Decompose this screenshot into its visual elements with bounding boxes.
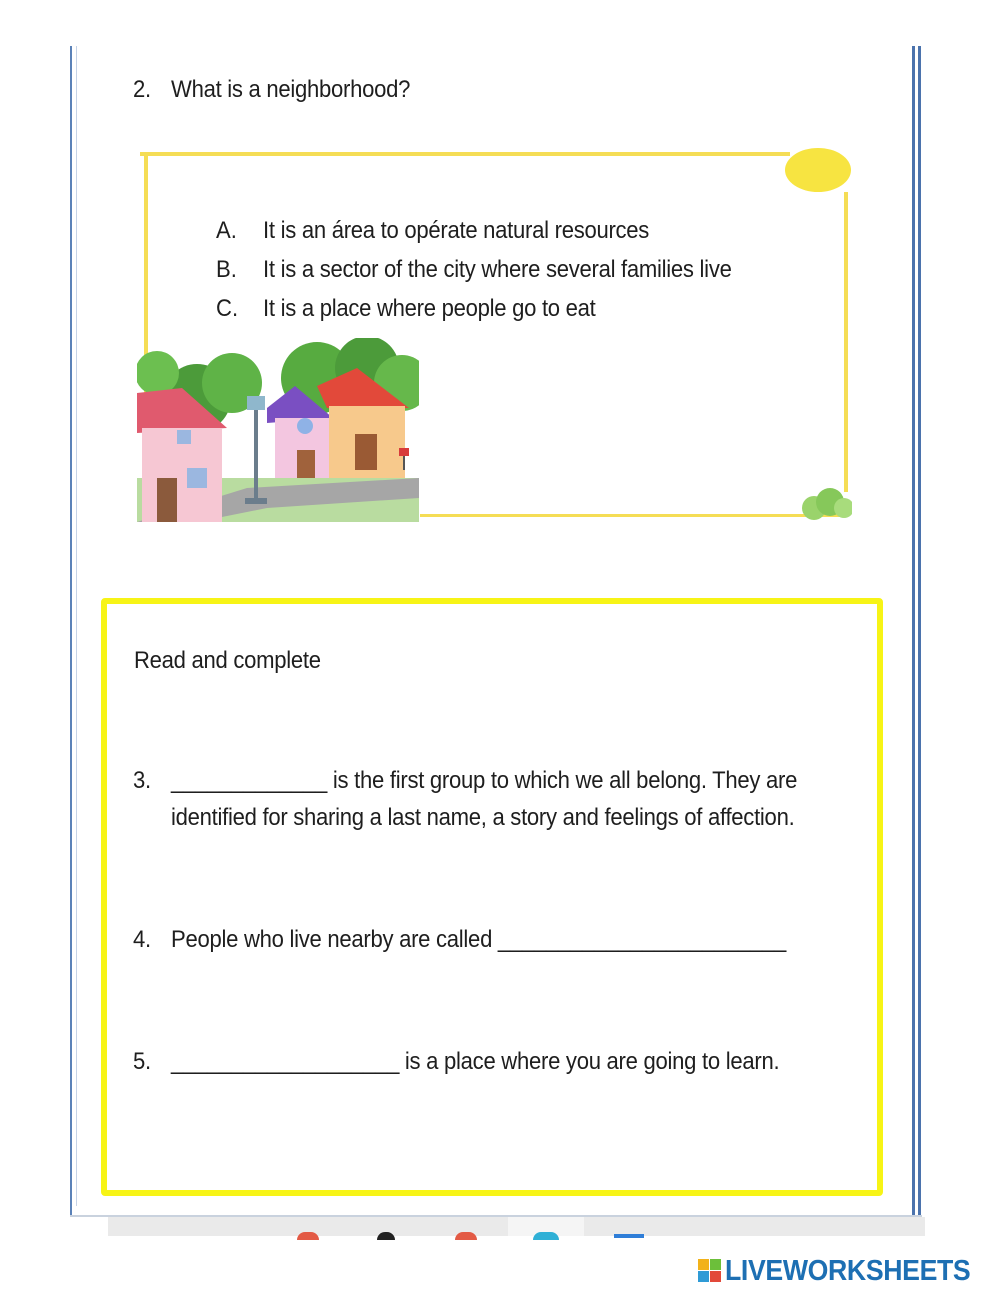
read-and-complete-box <box>101 598 883 1196</box>
logo-text: LIVEWORKSHEETS <box>725 1254 971 1287</box>
option-c-text[interactable]: It is a place where people go to eat <box>263 295 596 322</box>
question-2-text: What is a neighborhood? <box>171 76 411 103</box>
item-5-number: 5. <box>133 1048 151 1075</box>
toolbar-strip <box>108 1217 925 1236</box>
toolbar-blue-bar-icon[interactable] <box>614 1234 644 1238</box>
bush-decoration <box>796 480 852 520</box>
section-heading: Read and complete <box>134 647 321 674</box>
neighborhood-illustration <box>137 338 419 522</box>
question-2-number: 2. <box>133 76 151 103</box>
page-border-left <box>70 46 72 1216</box>
option-a-letter: A. <box>216 217 237 244</box>
item-5-line1[interactable]: ___________________ is a place where you are going to learn. <box>171 1048 780 1075</box>
item-4-line1[interactable]: People who live nearby are called ________________________ <box>171 926 787 953</box>
option-b-text[interactable]: It is a sector of the city where several families live <box>263 256 732 283</box>
logo-blocks-icon <box>698 1259 722 1283</box>
option-c-letter: C. <box>216 295 239 322</box>
sun-decoration <box>785 148 851 192</box>
page-border-right <box>912 46 915 1216</box>
item-3-line2: identified for sharing a last name, a story and feelings of affection. <box>171 804 795 831</box>
page-border-right-outer <box>918 46 921 1216</box>
page-border-left-inner <box>76 46 77 1206</box>
item-3-number: 3. <box>133 767 151 794</box>
toolbar-blue-icon[interactable] <box>533 1232 559 1240</box>
item-3-line1[interactable]: _____________ is the first group to which we all belong. They are <box>171 767 798 794</box>
option-b-letter: B. <box>216 256 237 283</box>
toolbar-dark-icon[interactable] <box>377 1232 395 1240</box>
item-4-number: 4. <box>133 926 151 953</box>
toolbar-red-icon[interactable] <box>297 1232 319 1240</box>
option-a-text[interactable]: It is an área to opérate natural resources <box>263 217 650 244</box>
toolbar-red-icon-2[interactable] <box>455 1232 477 1240</box>
liveworksheets-logo <box>698 1254 992 1288</box>
